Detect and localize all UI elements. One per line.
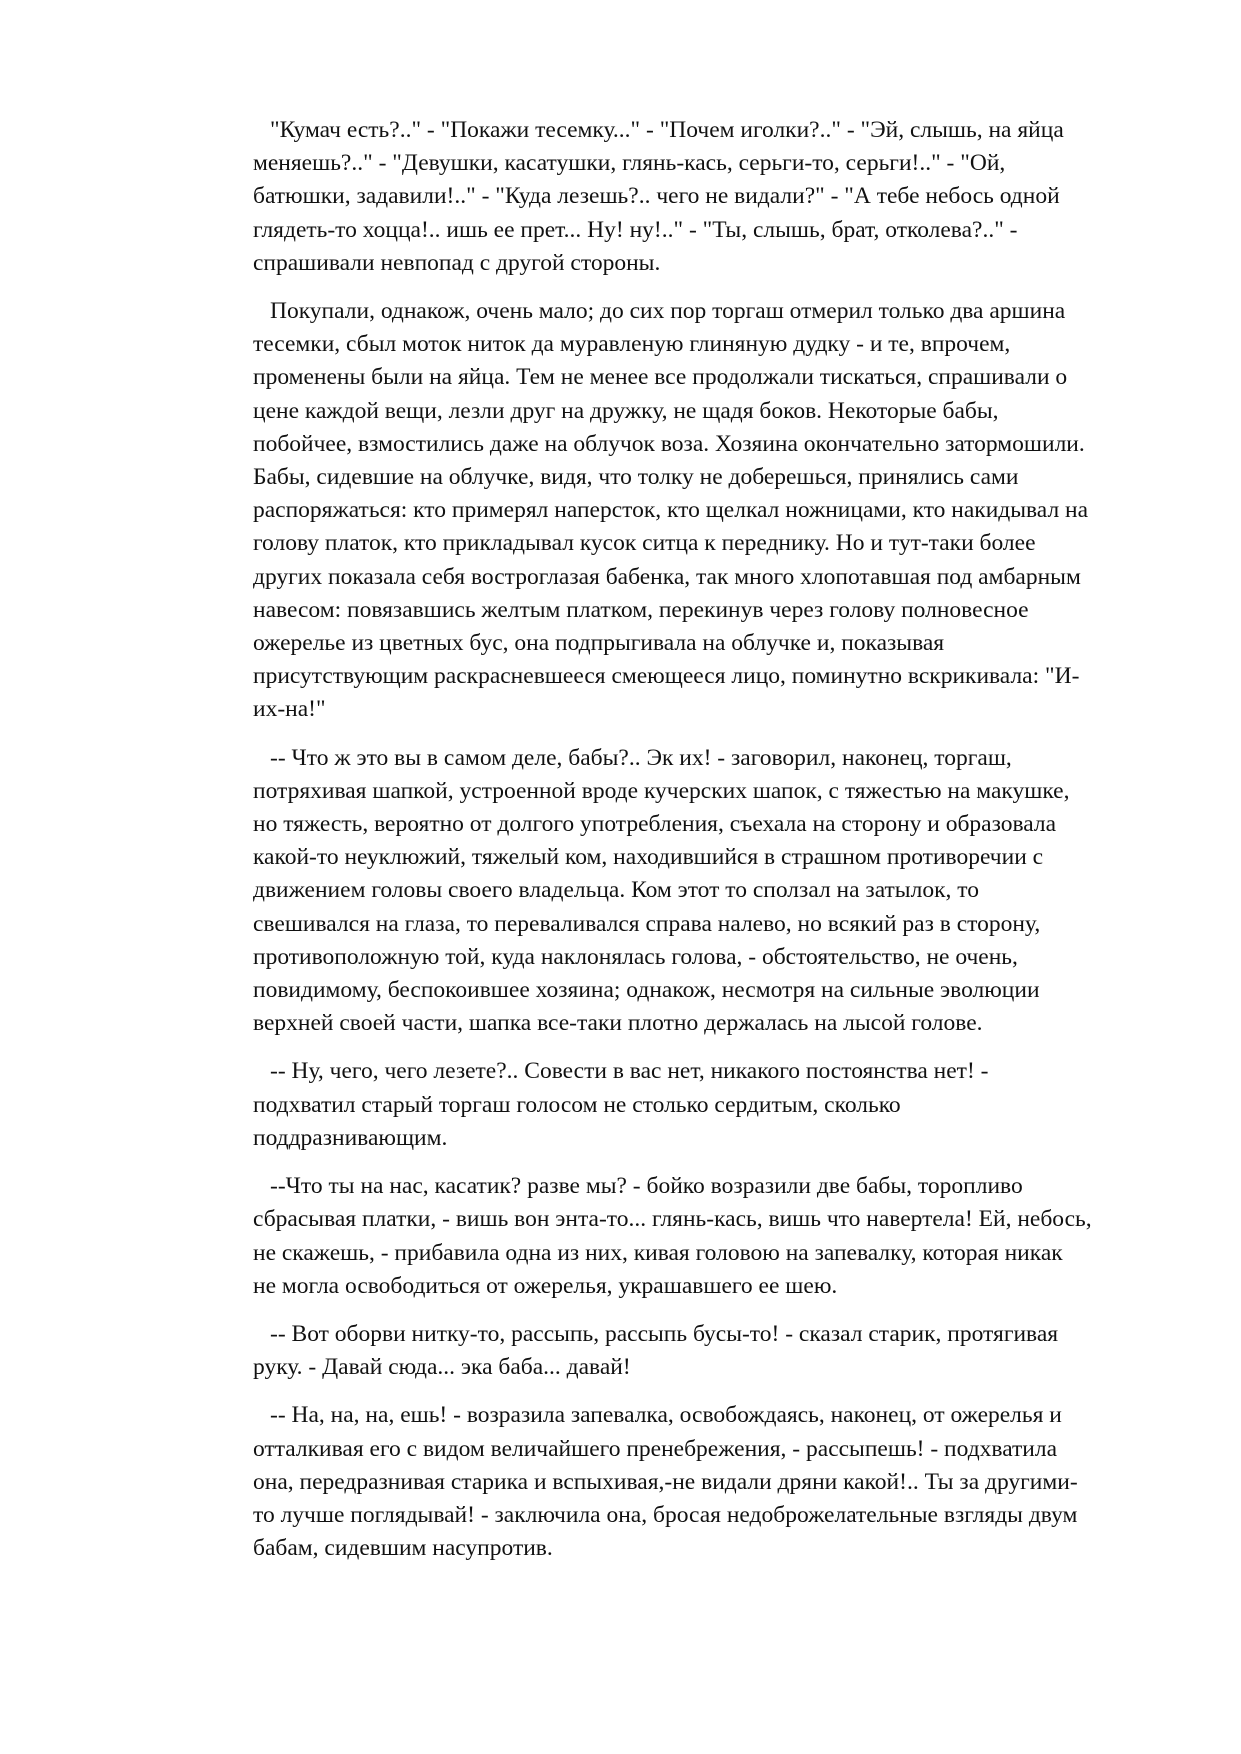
paragraph-6: -- Вот оборви нитку-то, рассыпь, рассыпь бусы-то! - сказал старик, протягивая руку. - Давай сюда... эка баба... давай! xyxy=(253,1320,1059,1381)
paragraph-7: -- На, на, на, ешь! - возразила запевалка, освобождаясь, наконец, от ожерелья и отталкивая его с видом величайшего пренебрежения, - рассыпешь! - подхватила она, передразнивая старика и вспыхивая,-не видали дряни какой!.. Ты за другими- то лучше поглядывай! - заключила она, бросая недоброжелательные взгляды двум бабам, сидевшим насупротив. xyxy=(253,1402,1078,1562)
paragraph-1: "Кумач есть?.." - "Покажи тесемку..." - "Почем иголки?.." - "Эй, слышь, на яйца меняешь?.." - "Девушки, касатушки, глянь-кась, серьги-то, серьги!.." - "Ой, батюшки, задавили!.." - "Куда лезешь?.. чего не видали?" - "А тебе небось одной глядеть-то хоцца!.. ишь ее прет... Ну! ну!.." - "Ты, слышь, брат, отколева?.." - спрашивали невпопад с другой стороны. xyxy=(253,117,1064,276)
document-body xyxy=(253,114,1153,1580)
paragraph-4: -- Ну, чего, чего лезете?.. Совести в вас нет, никакого постоянства нет! - подхватил старый торгаш голосом не столько сердитым, сколько поддразнивающим. xyxy=(253,1058,989,1151)
paragraph-3: -- Что ж это вы в самом деле, бабы?.. Эк их! - заговорил, наконец, торгаш, потряхивая шапкой, устроенной вроде кучерских шапок, с тяжестью на макушке, но тяжесть, вероятно от долгого употребления, съехала на сторону и образовала какой-то неуклюжий, тяжелый ком, находившийся в страшном противоречии с движением головы своего владельца. Ком этот то сползал на затылок, то свешивался на глаза, то переваливался справа налево, но всякий раз в сторону, противоположную той, куда наклонялась голова, - обстоятельство, не очень, повидимому, беспокоившее хозяина; однакож, несмотря на сильные эволюции верхней своей части, шапка все-таки плотно держалась на лысой голове. xyxy=(253,744,1070,1037)
paragraph-5: --Что ты на нас, касатик? разве мы? - бойко возразили две бабы, торопливо сбрасывая платки, - вишь вон энта-то... глянь-кась, вишь что навертела! Ей, небось, не скажешь, - прибавила одна из них, кивая головою на запевалку, которая никак не могла освободиться от ожерелья, украшавшего ее шею. xyxy=(253,1173,1092,1299)
paragraph-2: Покупали, однакож, очень мало; до сих пор торгаш отмерил только два аршина тесемки, сбыл моток ниток да муравленую глиняную дудку - и те, впрочем, променены были на яйца. Тем не менее все продолжали тискаться, спрашивали о цене каждой вещи, лезли друг на дружку, не щадя боков. Некоторые бабы, побойчее, взмостились даже на облучок воза. Хозяина окончательно затормошили. Бабы, сидевшие на облучке, видя, что толку не доберешься, принялись сами распоряжаться: кто примерял наперсток, кто щелкал ножницами, кто накидывал на голову платок, кто прикладывал кусок ситца к переднику. Но и тут-таки более других показала себя вострoглазая бабенка, так много хлопотавшая под амбарным навесом: повязавшись желтым платком, перекинув через голову полновесное ожерелье из цветных бус, она подпрыгивала на облучке и, показывая присутствующим раскрасневшееся смеющееся лицо, поминутно вскрикивала: "И- их-на!" xyxy=(253,298,1089,723)
